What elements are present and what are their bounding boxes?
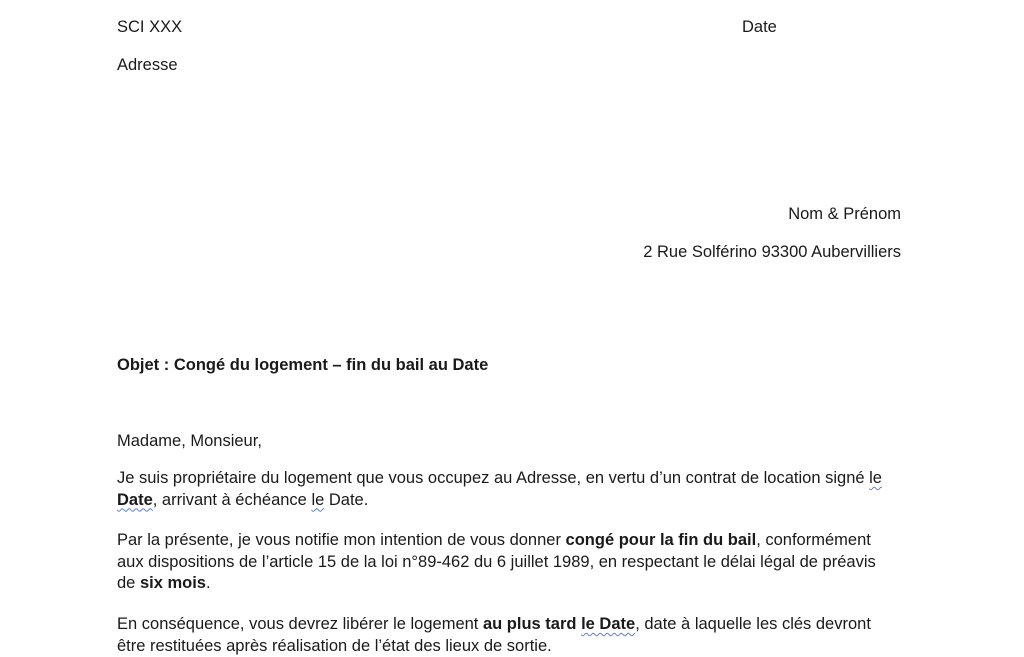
letter-subject: Objet : Congé du logement – fin du bail au Date — [117, 356, 489, 374]
paragraph-2-text: Par la présente, je vous notifie mon intention de vous donner — [117, 531, 566, 549]
paragraph-3-text: , date à laquelle les clés devront être restituées après réalisation de l’état des lieux de sortie. — [117, 615, 871, 655]
paragraph-2 — [117, 530, 897, 595]
recipient-name: Nom & Prénom — [788, 205, 901, 223]
spellcheck-word: le — [311, 490, 325, 509]
sender-address: Adresse — [117, 56, 178, 74]
paragraph-1-text: , arrivant à échéance — [152, 490, 312, 509]
paragraph-3-text: En conséquence, vous devrez libérer le logement — [117, 615, 483, 633]
recipient-address: 2 Rue Solférino 93300 Aubervilliers — [643, 243, 901, 261]
paragraph-2-text: , conformément aux dispositions de l’article 15 de la loi n°89-462 du 6 juillet 1989, en respectant le délai légal de préavis de — [117, 531, 876, 592]
paragraph-2-text: . — [205, 574, 211, 592]
paragraph-3 — [117, 614, 897, 657]
letter-date: Date — [742, 18, 777, 36]
bold-phrase: congé pour la fin du bail — [565, 531, 757, 549]
paragraph-1-text: Date. — [324, 490, 369, 509]
paragraph-1-text: Je suis propriétaire du logement que vous occupez au Adresse, en vertu d’un contrat de location signé — [117, 469, 870, 487]
bold-phrase: au plus tard — [482, 615, 582, 633]
spellcheck-date: le Date — [581, 615, 636, 633]
spellcheck-date: Date — [117, 490, 153, 509]
sender-name: SCI XXX — [117, 18, 183, 36]
paragraph-1 — [117, 468, 897, 511]
spellcheck-word: le — [869, 469, 882, 487]
salutation: Madame, Monsieur, — [117, 432, 262, 450]
bold-phrase: six mois — [139, 574, 206, 592]
